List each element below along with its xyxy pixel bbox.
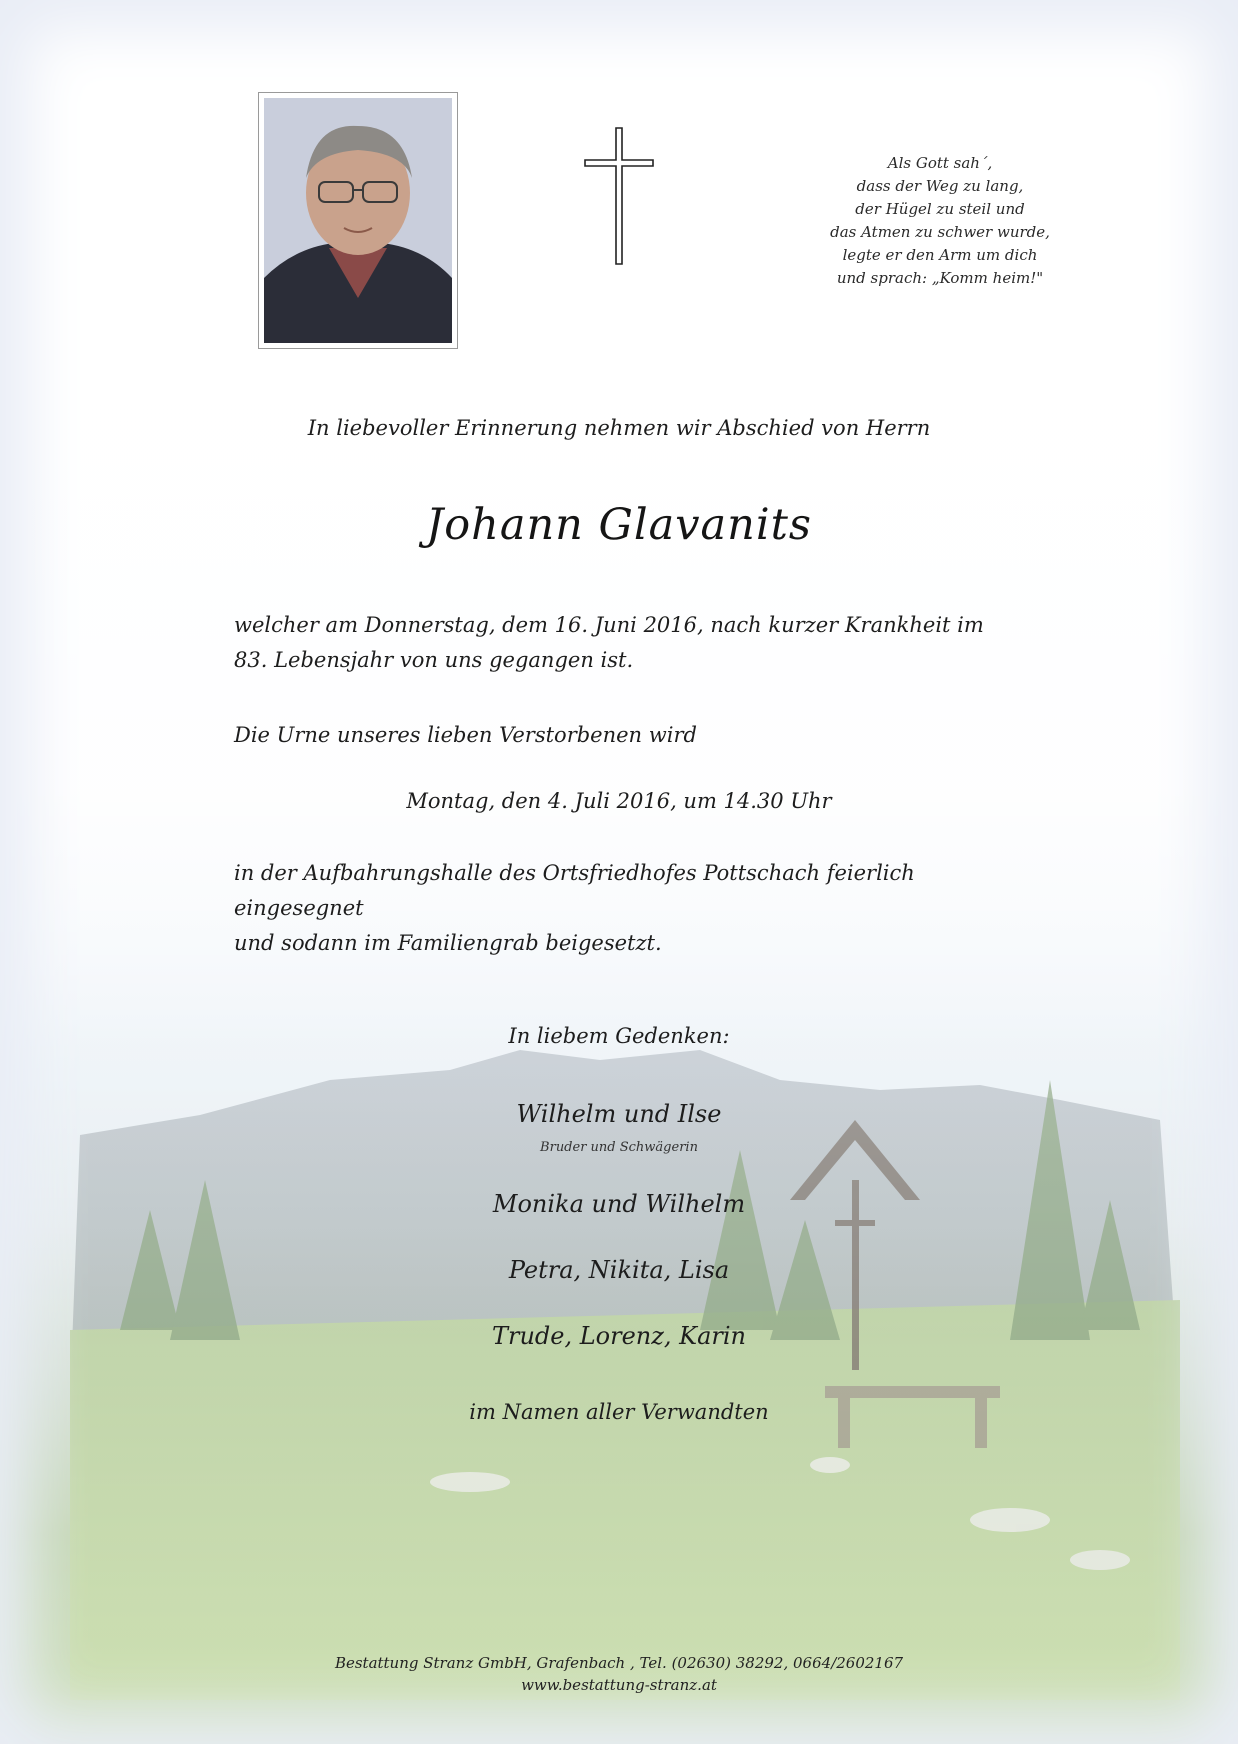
- deceased-name: Johann Glavanits: [426, 500, 812, 550]
- mourners-heading: In liebem Gedenken:: [508, 1024, 730, 1048]
- funeral-home-footer: [0, 1652, 1238, 1696]
- footer-contact: Bestattung Stranz GmbH, Grafenbach , Tel. (02630) 38292, 0664/2602167: [334, 1654, 904, 1672]
- footer-website: www.bestattung-stranz.at: [521, 1676, 717, 1694]
- mourner-relation: Bruder und Schwägerin: [540, 1140, 698, 1155]
- cross-icon: [583, 126, 655, 266]
- poem-line: das Atmen zu schwer wurde,: [830, 223, 1050, 241]
- ceremony-location-paragraph: [234, 856, 1014, 961]
- poem-line: und sprach: „Komm heim!": [836, 269, 1044, 287]
- urn-notice: Die Urne unseres lieben Verstorbenen wird: [234, 723, 697, 747]
- poem-line: der Hügel zu steil und: [855, 200, 1025, 218]
- poem-line: Als Gott sah´,: [887, 154, 993, 172]
- mourner-group: Monika und Wilhelm: [492, 1190, 746, 1218]
- intro-text: In liebevoller Erinnerung nehmen wir Abschied von Herrn: [307, 416, 931, 440]
- ceremony-date: Montag, den 4. Juli 2016, um 14.30 Uhr: [406, 789, 832, 813]
- poem-line: legte er den Arm um dich: [842, 246, 1038, 264]
- death-notice-paragraph: [234, 608, 1014, 678]
- poem: [780, 152, 1100, 290]
- paragraph-line: 83. Lebensjahr von uns gegangen ist.: [234, 648, 634, 672]
- mourner-group: Trude, Lorenz, Karin: [491, 1322, 747, 1350]
- mourners-closing: im Namen aller Verwandten: [469, 1400, 769, 1424]
- mourner-group: Petra, Nikita, Lisa: [508, 1256, 730, 1284]
- portrait-photo: [264, 98, 452, 343]
- portrait-frame: [258, 92, 458, 349]
- mourner-group: Wilhelm und Ilse: [516, 1100, 722, 1128]
- paragraph-line: und sodann im Familiengrab beigesetzt.: [234, 931, 662, 955]
- paragraph-line: welcher am Donnerstag, dem 16. Juni 2016, nach kurzer Krankheit im: [234, 613, 984, 637]
- poem-line: dass der Weg zu lang,: [856, 177, 1024, 195]
- paragraph-line: in der Aufbahrungshalle des Ortsfriedhofes Pottschach feierlich eingesegnet: [234, 861, 915, 920]
